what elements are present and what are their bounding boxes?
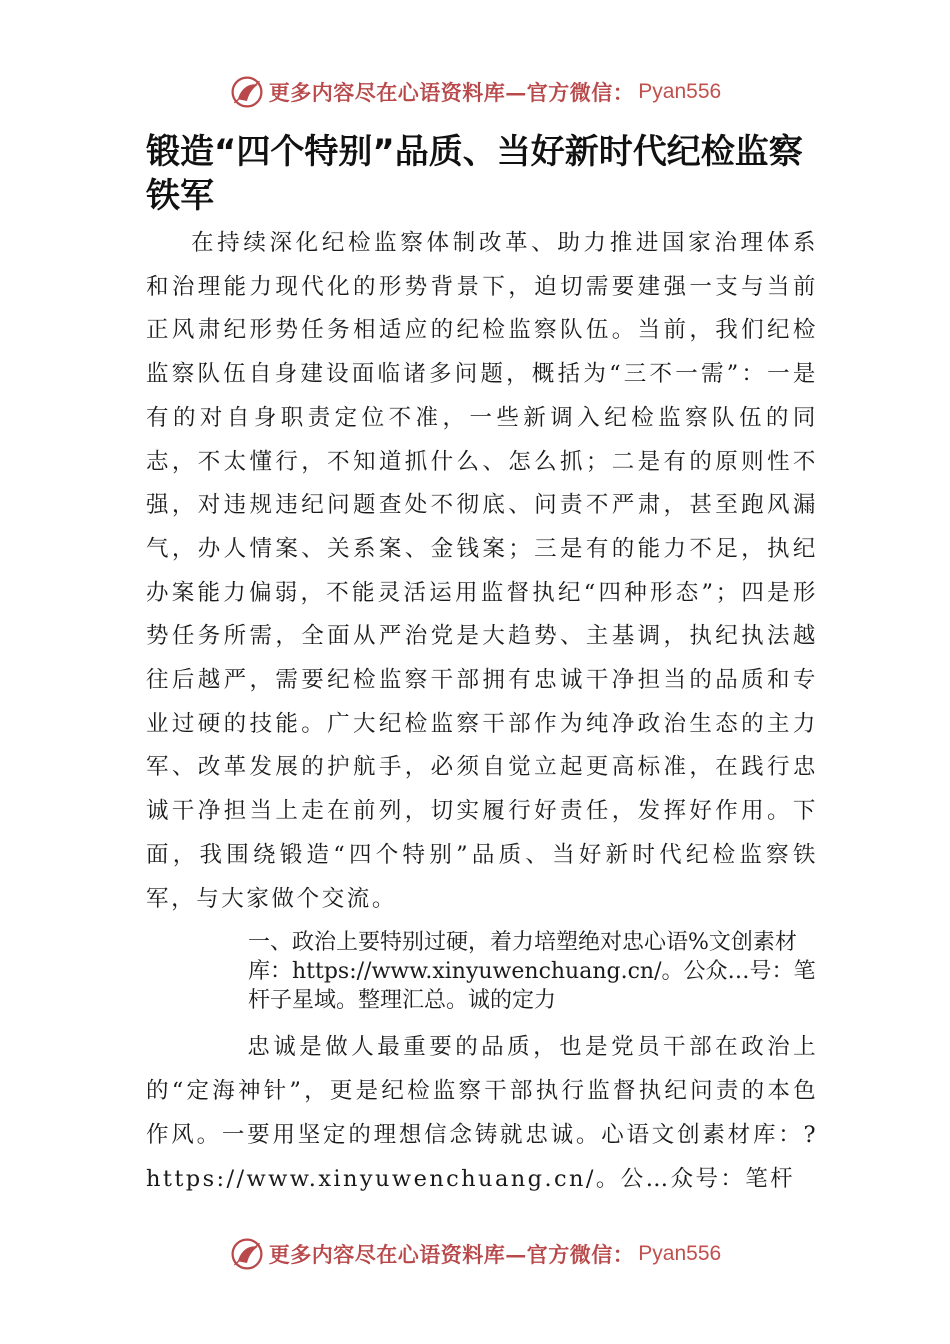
paragraph-intro: 在持续深化纪检监察体制改革、助力推进国家治理体系和治理能力现代化的形势背景下，迫切需要建强一支与当前正风肃纪形势任务相适应的纪检监察队伍。当前，我们纪检监察队伍自身建设面临诸多问题，概括为“三不一需”：一是有的对自身职责定位不准，一些新调入纪检监察队伍的同志，不太懂行，不知道抓什么、怎么抓；二是有的原则性不强，对违规违纪问题查处不彻底、问责不严肃，甚至跑风漏气，办人情案、关系案、金钱案；三是有的能力不足，执纪办案能力偏弱，不能灵活运用监督执纪“四种形态”；四是形势任务所需，全面从严治党是大趋势、主基调，执纪执法越往后越严，需要纪检监察干部拥有忠诚干净担当的品质和专业过硬的技能。广大纪检监察干部作为纯净政治生态的主力军、改革发展的护航手，必须自觉立起更高标准，在践行忠诚干净担当上走在前列，切实履行好责任，发挥好作用。下面，我围绕锻造“四个特别”品质、当好新时代纪检监察铁军，与大家做个交流。	[146, 230, 818, 912]
banner-wechat-handle: Pyan556	[638, 1242, 722, 1265]
paragraph-loyalty: 忠诚是做人最重要的品质，也是党员干部在政治上的“定海神针”，更是纪检监察干部执行监督执纪问责的本色作风。一要用坚定的理想信念铸就忠诚。心语文创素材库：?https://www.xinyuwenchuang.cn/。公…众号：笔杆	[146, 1034, 818, 1192]
banner-wechat-handle: Pyan556	[638, 80, 722, 103]
logo-icon	[229, 74, 265, 110]
footer-watermark-banner	[0, 1232, 950, 1276]
section-heading-1: 一、政治上要特别过硬，着力培塑绝对忠心语%文创素材库：https://www.xinyuwenchuang.cn/。公众…号：笔杆子星域。整理汇总。诚的定力	[248, 930, 816, 1013]
banner-text: 更多内容尽在心语资料库—官方微信：	[268, 1242, 635, 1267]
banner-text: 更多内容尽在心语资料库—官方微信：	[268, 80, 635, 105]
logo-icon	[229, 1236, 265, 1272]
document-title: 锻造“四个特别”品质、当好新时代纪检监察铁军	[146, 132, 803, 216]
header-watermark-banner	[0, 70, 950, 114]
